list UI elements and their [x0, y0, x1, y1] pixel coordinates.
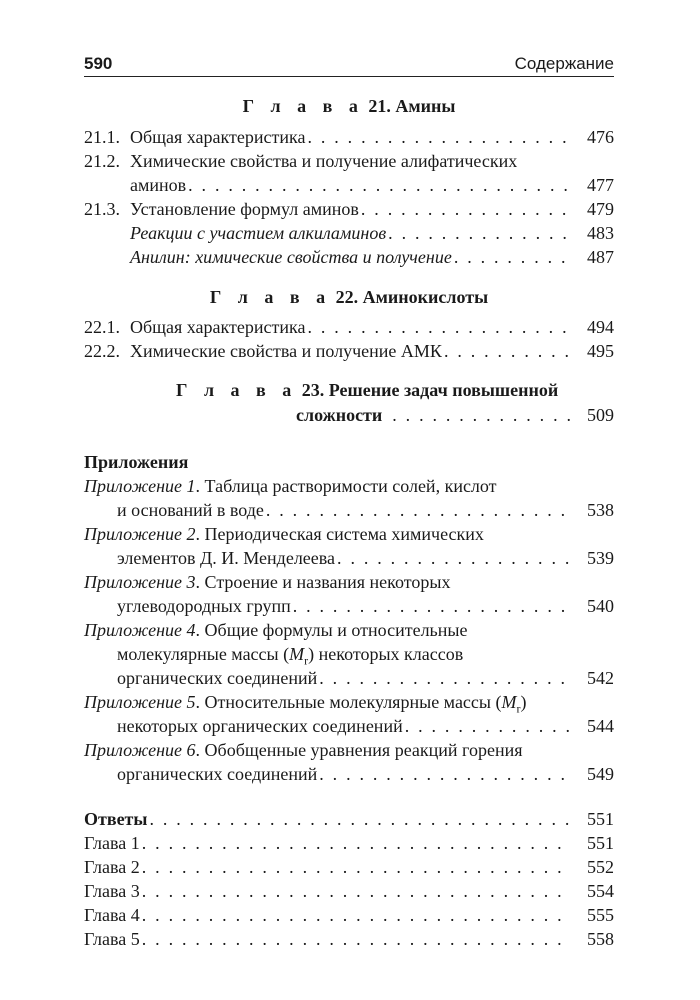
- toc-entry[interactable]: Глава 5 . . . 558: [84, 927, 614, 951]
- toc-entry[interactable]: Глава 3 . . . 554: [84, 879, 614, 903]
- toc-entry-line[interactable]: Приложение 5. Относительные молекулярные массы $(M_r)$: [84, 692, 527, 716]
- chapter-21-heading: Г л а в а 21. Амины: [242, 96, 456, 116]
- toc-entry[interactable]: сложности . . . 509: [296, 403, 614, 427]
- toc-entry-line[interactable]: Приложение 2. Периодическая система химических: [84, 524, 484, 544]
- toc-entry[interactable]: 22.1. Общая характеристика . . . 494: [84, 315, 614, 339]
- page-number: 590: [84, 54, 113, 73]
- chapter-23-heading: Г л а в а 23. Решение задач повышенной: [176, 380, 559, 400]
- toc-entry[interactable]: Глава 2 . . . 552: [84, 855, 614, 879]
- toc-entry[interactable]: и оснований в воде . . . 538: [117, 498, 614, 522]
- toc-entry[interactable]: 22.2. Химические свойства и получение АМК . . . 495: [84, 339, 614, 363]
- toc-entry-line[interactable]: Приложение 4. Общие формулы и относительные: [84, 620, 468, 640]
- toc-entry[interactable]: органических соединений . . . 542: [117, 666, 614, 690]
- toc-entry[interactable]: Глава 1 . . . 551: [84, 831, 614, 855]
- toc-entry[interactable]: элементов Д. И. Менделеева . . . 539: [117, 546, 614, 570]
- toc-entry[interactable]: Ответы . . . 551: [84, 807, 614, 831]
- toc-entry-line[interactable]: Приложение 1. Таблица растворимости солей, кислот: [84, 476, 497, 496]
- toc-entry[interactable]: Глава 4 . . . 555: [84, 903, 614, 927]
- toc-entry[interactable]: некоторых органических соединений . . . 544: [117, 714, 614, 738]
- toc-entry[interactable]: аминов . . . 477: [130, 173, 614, 197]
- toc-entry-line[interactable]: Приложение 6. Обобщенные уравнения реакций горения: [84, 740, 523, 760]
- toc-entry[interactable]: Реакции с участием алкиламинов . . . 483: [130, 221, 614, 245]
- toc-entry[interactable]: Анилин: химические свойства и получение . . . 487: [130, 245, 614, 269]
- toc-entry-line[interactable]: молекулярные массы $(M_r)$ некоторых классов: [117, 644, 464, 668]
- toc-entry[interactable]: 21.1. Общая характеристика . . . 476: [84, 125, 614, 149]
- section-title: Содержание: [514, 54, 614, 73]
- appendices-heading: Приложения: [84, 452, 189, 472]
- toc-entry[interactable]: углеводородных групп . . . 540: [117, 594, 614, 618]
- toc-entry[interactable]: 21.3. Установление формул аминов . . . 479: [84, 197, 614, 221]
- toc-entry-line[interactable]: 21.2. Химические свойства и получение алифатических: [84, 151, 518, 171]
- chapter-22-heading: Г л а в а 22. Аминокислоты: [209, 287, 489, 307]
- toc-entry[interactable]: органических соединений . . . 549: [117, 762, 614, 786]
- running-header: [84, 50, 614, 77]
- toc-entry-line[interactable]: Приложение 3. Строение и названия некоторых: [84, 572, 451, 592]
